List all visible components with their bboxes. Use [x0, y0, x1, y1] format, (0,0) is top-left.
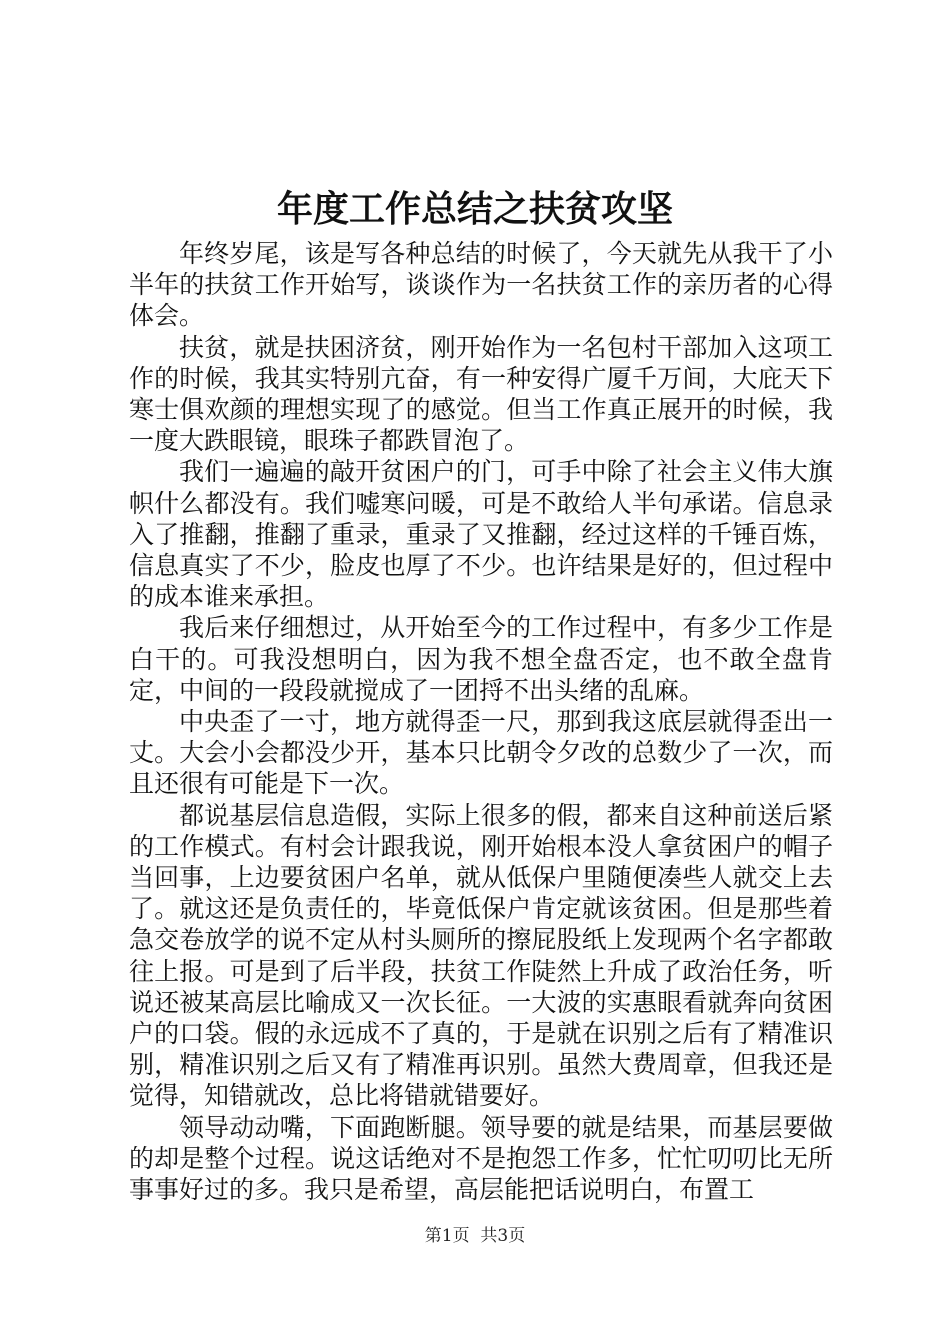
footer-spacer	[470, 1226, 481, 1246]
paragraph: 领导动动嘴，下面跑断腿。领导要的就是结果，而基层要做的却是整个过程。说这话绝对不是抱怨工作多，忙忙叨叨比无所事事好过的多。我只是希望，高层能把话说明白，布置工	[129, 1112, 833, 1205]
page-total: 共3页	[480, 1226, 526, 1246]
paragraph: 中央歪了一寸，地方就得歪一尺，那到我这底层就得歪出一丈。大会小会都没少开，基本只比朝令夕改的总数少了一次，而且还很有可能是下一次。	[129, 707, 833, 799]
paragraph: 我后来仔细想过，从开始至今的工作过程中，有多少工作是白干的。可我没想明白，因为我不想全盘否定，也不敢全盘肯定，中间的一段段就搅成了一团捋不出头绪的乱麻。	[129, 613, 833, 705]
paragraph: 都说基层信息造假，实际上很多的假，都来自这种前送后紧的工作模式。有村会计跟我说，刚开始根本没人拿贫困户的帽子当回事，上边要贫困户名单，就从低保户里随便凑些人就交上去了。就这还是负责任的，毕竟低保户肯定就该贫困。但是那些着急交卷放学的说不定从村头厕所的擦屁股纸上发现两个名字都敢往上报。可是到了后半段，扶贫工作陡然上升成了政治任务，听说还被某高层比喻成又一次长征。一大波的实惠眼看就奔向贫困户的口袋。假的永远成不了真的，于是就在识别之后有了精准识别，精准识别之后又有了精准再识别。虽然大费周章，但我还是觉得，知错就改，总比将错就错要好。	[129, 800, 833, 1111]
paragraph: 扶贫，就是扶困济贫，刚开始作为一名包村干部加入这项工作的时候，我其实特别亢奋，有一种安得广厦千万间，大庇天下寒士俱欢颜的理想实现了的感觉。但当工作真正展开的时候，我一度大跌眼镜，眼珠子都跌冒泡了。	[129, 332, 833, 456]
document-title: 年度工作总结之扶贫攻坚	[276, 188, 673, 230]
paragraph: 年终岁尾，该是写各种总结的时候了，今天就先从我干了小半年的扶贫工作开始写，谈谈作为一名扶贫工作的亲历者的心得体会。	[129, 239, 833, 331]
page-footer	[0, 1224, 950, 1248]
document-body	[129, 238, 833, 1205]
page-number: 第1页	[424, 1226, 470, 1246]
paragraph: 我们一遍遍的敲开贫困户的门，可手中除了社会主义伟大旗帜什么都没有。我们嘘寒问暖，可是不敢给人半句承诺。信息录入了推翻，推翻了重录，重录了又推翻，经过这样的千锤百炼，信息真实了不少，脸皮也厚了不少。也许结果是好的，但过程中的成本谁来承担。	[129, 457, 833, 612]
